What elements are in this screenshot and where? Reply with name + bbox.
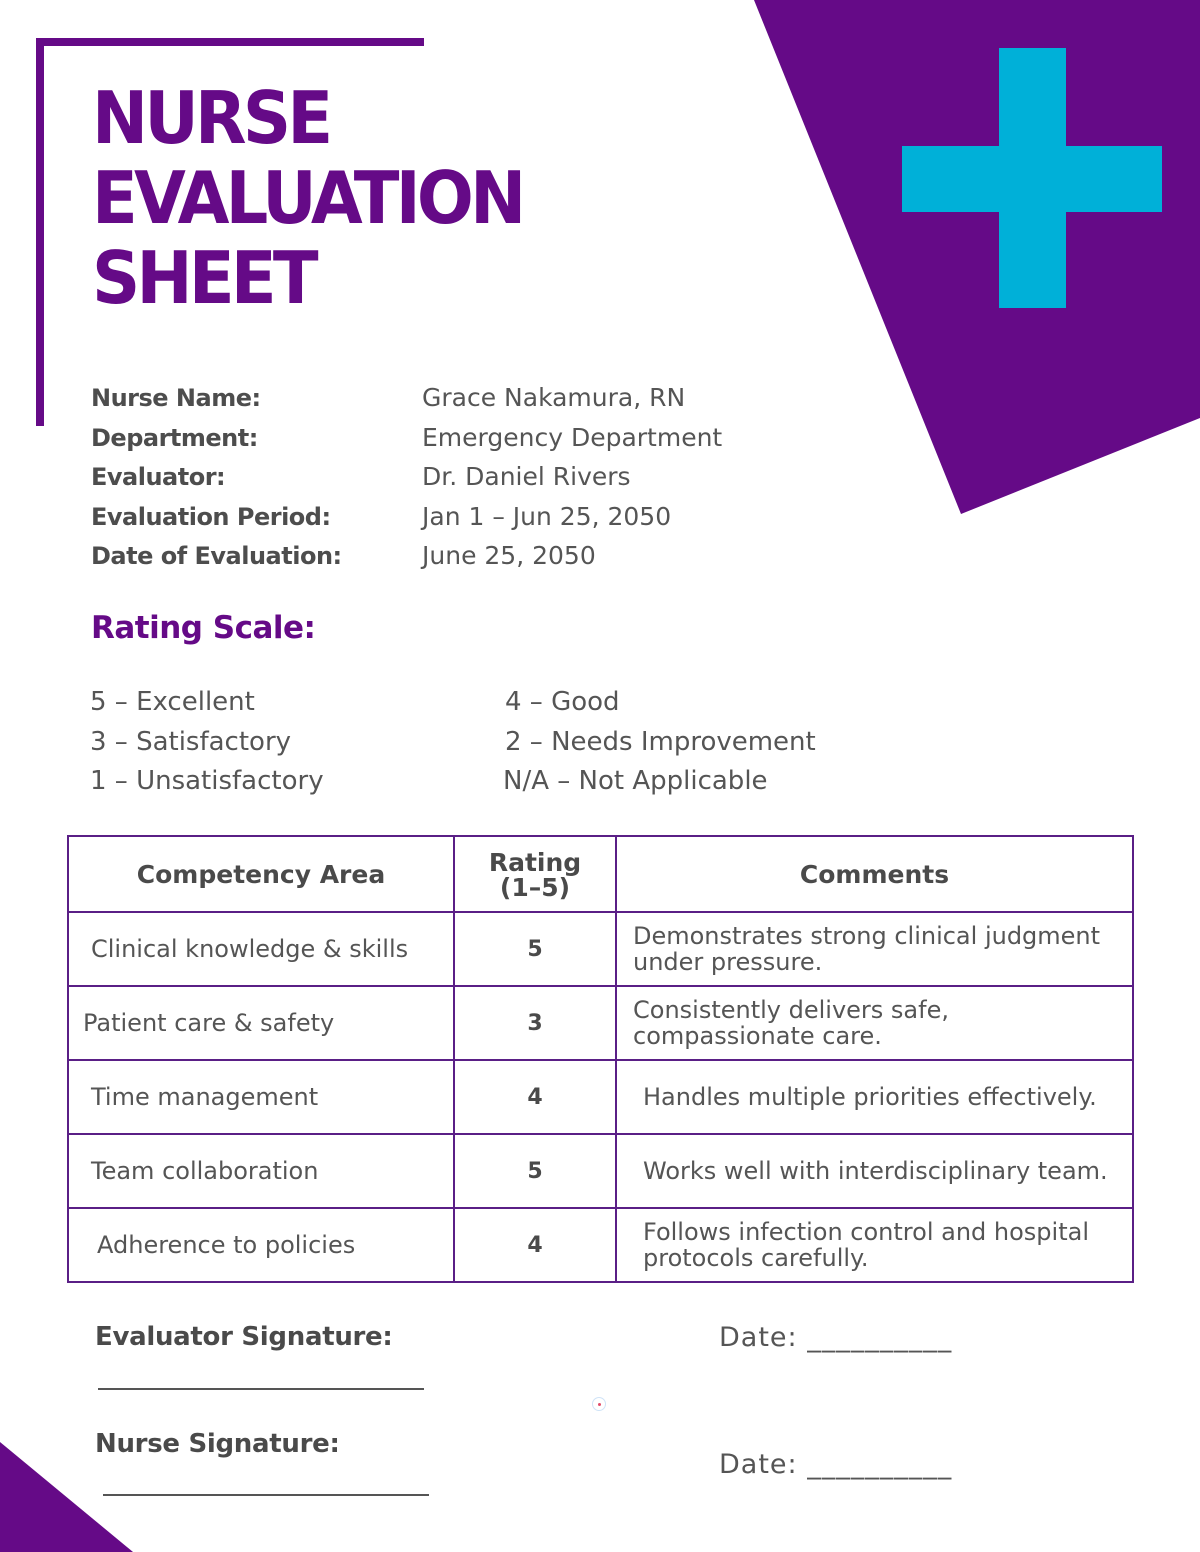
competency-area-cell: Adherence to policies — [68, 1208, 454, 1282]
table-row — [68, 1060, 1133, 1134]
nurse-date-field[interactable]: Date: __________ — [719, 1449, 953, 1480]
comment-cell: Follows infection control and hospital protocols carefully. — [616, 1208, 1133, 1282]
comment-cell: Demonstrates strong clinical judgment under pressure. — [616, 912, 1133, 986]
purple-corner-shape — [754, 0, 1200, 514]
nurse-name-value: Grace Nakamura, RN — [422, 383, 686, 412]
evaluator-date-field[interactable]: Date: __________ — [719, 1322, 953, 1353]
scale-item-unsatisfactory: 1 – Unsatisfactory — [90, 766, 324, 796]
scale-item-good: 4 – Good — [505, 687, 620, 717]
scale-item-needs-improvement: 2 – Needs Improvement — [505, 727, 816, 757]
evaluator-label: Evaluator: — [91, 463, 226, 491]
rating-cell: 5 — [454, 912, 616, 986]
table-row — [68, 1208, 1133, 1282]
scale-item-excellent: 5 – Excellent — [90, 687, 255, 717]
table-row — [68, 986, 1133, 1060]
evaluation-period-label: Evaluation Period: — [91, 503, 331, 531]
comment-cell: Consistently delivers safe, compassionate care. — [616, 986, 1133, 1060]
scale-item-satisfactory: 3 – Satisfactory — [90, 727, 292, 757]
title-line-1: NURSE — [92, 76, 330, 160]
title-bracket-left — [36, 38, 44, 426]
header-competency-area: Competency Area — [68, 836, 454, 912]
competency-area-cell: Patient care & safety — [68, 986, 454, 1060]
header-comments: Comments — [616, 836, 1133, 912]
competency-area-cell: Team collaboration — [68, 1134, 454, 1208]
rating-cell: 3 — [454, 986, 616, 1060]
competency-area-cell: Clinical knowledge & skills — [68, 912, 454, 986]
center-marker-icon — [592, 1397, 606, 1411]
department-label: Department: — [91, 424, 258, 452]
comment-cell: Handles multiple priorities effectively. — [616, 1060, 1133, 1134]
table-row — [68, 912, 1133, 986]
date-of-evaluation-label: Date of Evaluation: — [91, 542, 342, 570]
evaluation-period-value: Jan 1 – Jun 25, 2050 — [422, 502, 672, 531]
evaluator-signature-line[interactable] — [98, 1388, 424, 1390]
title-line-3: SHEET — [92, 236, 315, 320]
date-of-evaluation-value: June 25, 2050 — [422, 541, 596, 570]
header-rating — [454, 836, 616, 912]
rating-cell: 4 — [454, 1060, 616, 1134]
evaluator-value: Dr. Daniel Rivers — [422, 462, 631, 491]
page-title — [92, 78, 522, 318]
competency-area-cell: Time management — [68, 1060, 454, 1134]
nurse-signature-line[interactable] — [103, 1494, 429, 1496]
header-rating-line-1: Rating — [488, 848, 582, 877]
cross-horizontal-bar — [902, 146, 1162, 212]
comment-cell: Works well with interdisciplinary team. — [616, 1134, 1133, 1208]
rating-cell: 4 — [454, 1208, 616, 1282]
title-bracket-top — [36, 38, 424, 46]
evaluation-table — [67, 835, 1134, 1283]
table-row — [68, 1134, 1133, 1208]
table-header-row — [68, 836, 1133, 912]
header-rating-line-2: (1–5) — [499, 873, 571, 902]
scale-item-not-applicable: N/A – Not Applicable — [503, 766, 768, 796]
nurse-signature-label: Nurse Signature: — [95, 1429, 340, 1459]
title-line-2: EVALUATION — [92, 156, 523, 240]
rating-cell: 5 — [454, 1134, 616, 1208]
rating-scale-title: Rating Scale: — [91, 610, 316, 646]
department-value: Emergency Department — [422, 423, 723, 452]
evaluator-signature-label: Evaluator Signature: — [95, 1322, 393, 1352]
nurse-name-label: Nurse Name: — [91, 384, 261, 412]
